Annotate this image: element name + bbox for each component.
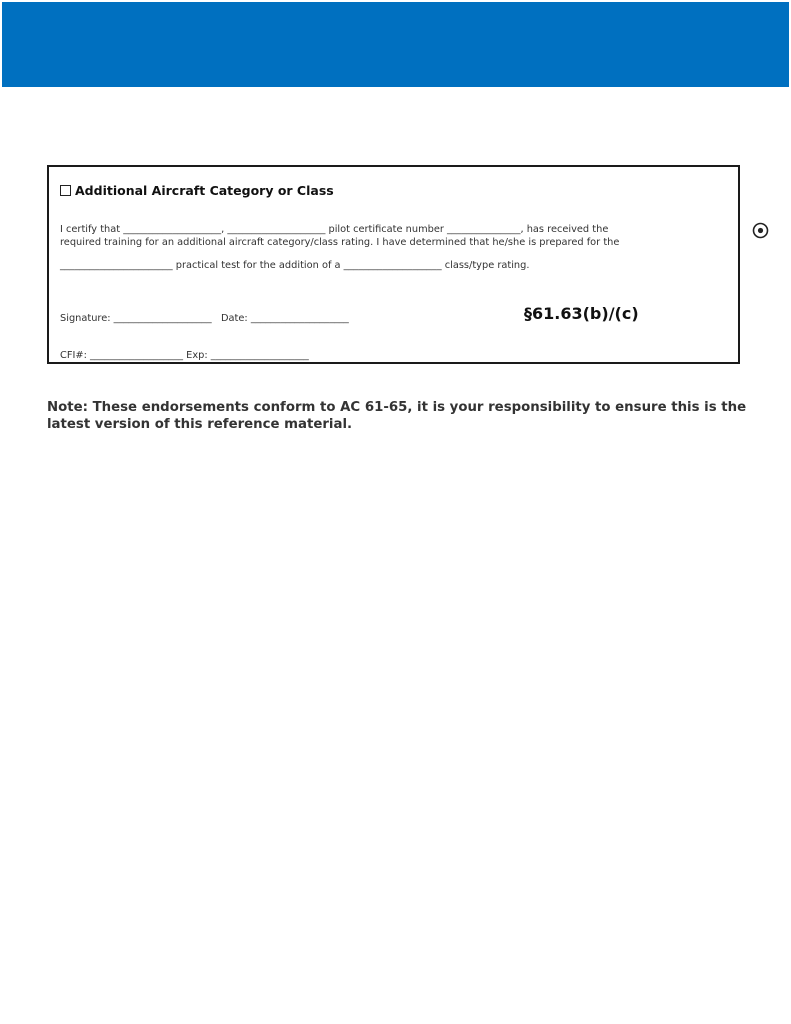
cfi-exp-line: CFI#: ___________________ Exp: ____________________ — [60, 350, 309, 361]
regulation-reference: §61.63(b)/(c) — [524, 304, 639, 323]
endorsement-box — [47, 165, 740, 364]
certify-text-line-2: required training for an additional aircraft category/class rating. I have determined that he/she is prepared for the — [60, 237, 620, 248]
signature-date-line: Signature: ____________________ Date: ____________________ — [60, 313, 349, 324]
endorsement-title: Additional Aircraft Category or Class — [75, 183, 334, 198]
header-band — [2, 2, 789, 87]
endorsement-title-row[interactable] — [60, 183, 334, 198]
certify-text-line-3: _______________________ practical test for the addition of a ____________________ class/type rating. — [60, 260, 530, 271]
certify-text-line-1: I certify that ____________________, ____________________ pilot certificate number _______________, has received the — [60, 224, 609, 235]
checkbox-empty-icon[interactable] — [60, 185, 71, 196]
note-text: Note: These endorsements conform to AC 61-65, it is your responsibility to ensure this is the latest version of this reference material. — [47, 400, 747, 432]
radio-target-icon[interactable] — [752, 222, 769, 239]
